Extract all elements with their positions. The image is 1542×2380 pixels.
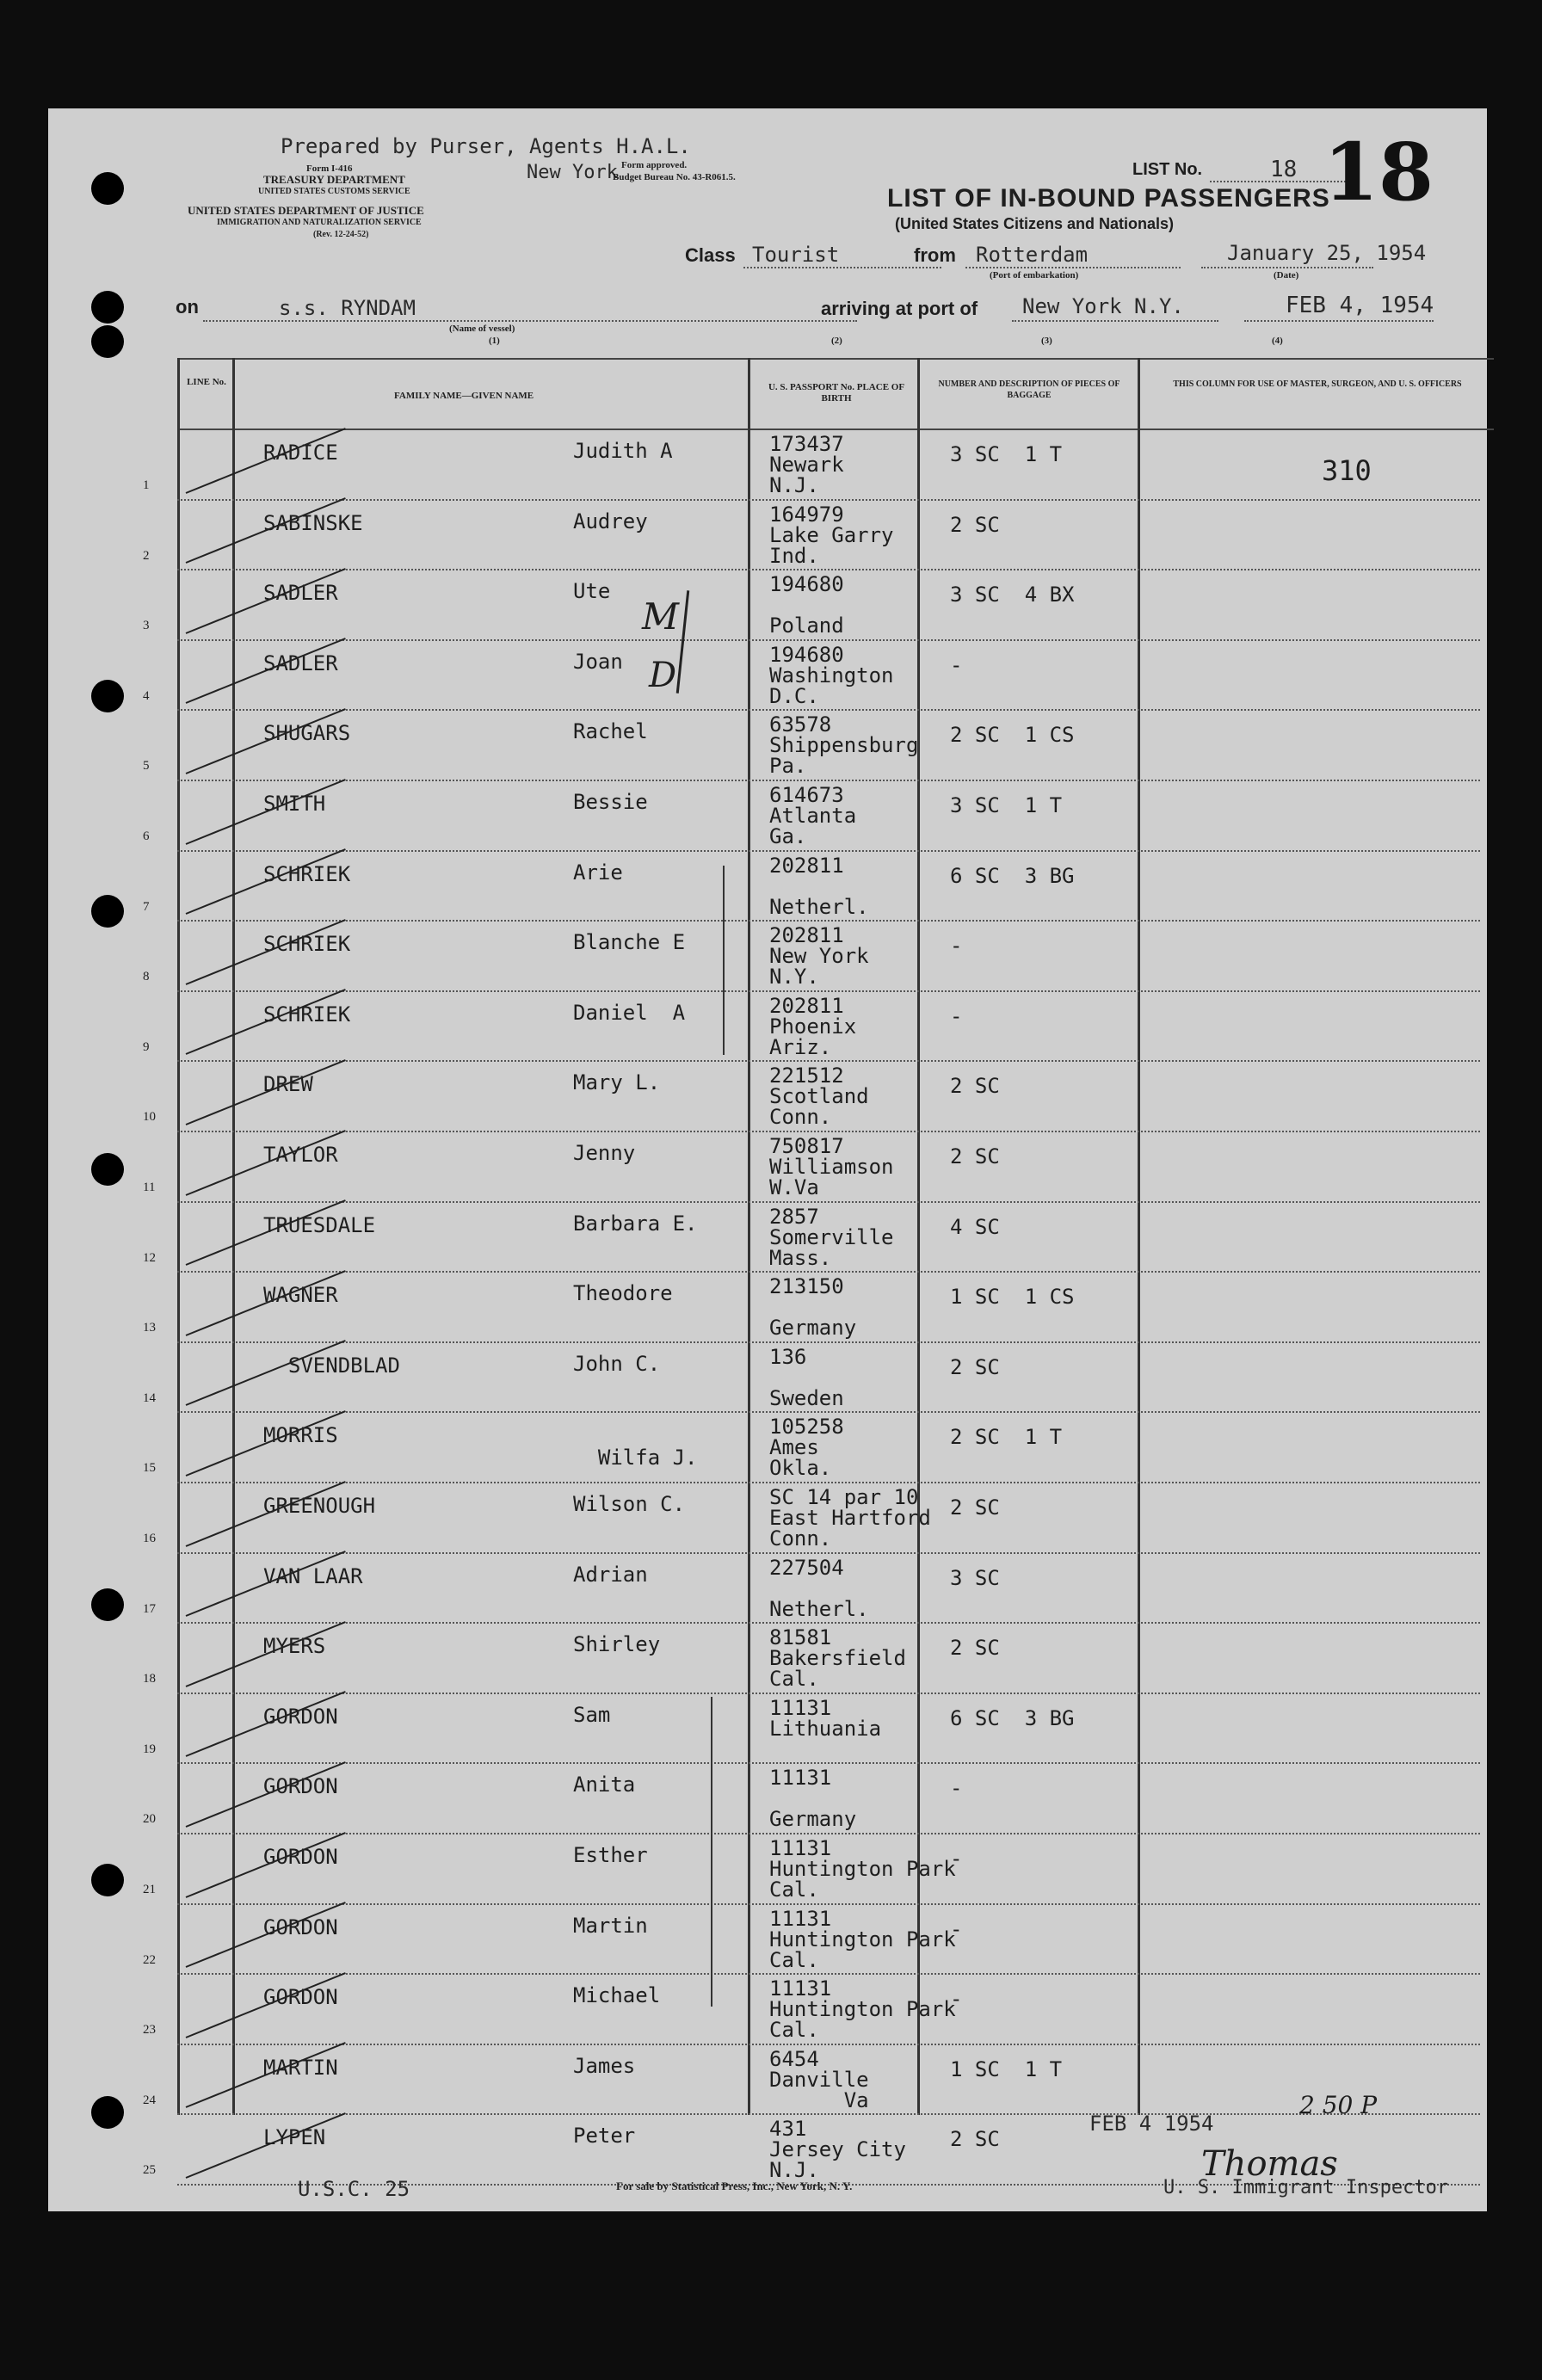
family-name: MYERS bbox=[263, 1634, 326, 1659]
given-name: James bbox=[573, 2053, 636, 2078]
col-head-name: FAMILY NAME—GIVEN NAME bbox=[394, 391, 534, 401]
table-row bbox=[48, 1273, 1487, 1343]
given-name: Rachel bbox=[573, 719, 648, 744]
given-name: Adrian bbox=[573, 1562, 648, 1587]
family-name: SMITH bbox=[263, 792, 326, 816]
date-value: January 25, 1954 bbox=[1227, 241, 1427, 265]
port-embarkation-caption: (Port of embarkation) bbox=[990, 270, 1079, 281]
baggage: 2 SC bbox=[950, 512, 1000, 537]
class-value: Tourist bbox=[752, 243, 840, 267]
baggage: 2 SC bbox=[950, 1636, 1000, 1661]
given-name: Sam bbox=[573, 1702, 611, 1727]
table-row bbox=[48, 1834, 1487, 1905]
table-row bbox=[48, 711, 1487, 781]
table-row bbox=[48, 501, 1487, 571]
line-number: 12 bbox=[143, 1250, 156, 1265]
baggage: 2 SC bbox=[950, 2127, 1000, 2152]
baggage: 6 SC 3 BG bbox=[950, 1705, 1075, 1730]
line-number: 15 bbox=[143, 1461, 156, 1476]
baggage: 2 SC bbox=[950, 1495, 1000, 1520]
date-line bbox=[1201, 267, 1373, 268]
col-head-officers: THIS COLUMN FOR USE OF MASTER, SURGEON, AND U. S. OFFICERS bbox=[1173, 379, 1462, 389]
table-row bbox=[48, 1694, 1487, 1765]
baggage: - bbox=[950, 1776, 963, 1801]
passport-birthplace: 202811 Phoenix Ariz. bbox=[769, 993, 857, 1059]
baggage: - bbox=[950, 1987, 963, 2012]
family-name: SHUGARS bbox=[263, 721, 351, 746]
baggage: - bbox=[950, 1003, 963, 1028]
from-label: from bbox=[914, 244, 956, 266]
table-row bbox=[48, 430, 1487, 501]
list-no-label: LIST No. bbox=[1132, 160, 1203, 179]
baggage: - bbox=[950, 1847, 963, 1871]
line-number: 11 bbox=[143, 1181, 156, 1194]
table-row bbox=[48, 1764, 1487, 1834]
family-name: LYPEN bbox=[263, 2125, 326, 2150]
customs-service: UNITED STATES CUSTOMS SERVICE bbox=[258, 187, 410, 196]
baggage: 2 SC bbox=[950, 1144, 1000, 1168]
list-no-stamp: 18 bbox=[1323, 126, 1434, 219]
given-name: Theodore bbox=[573, 1281, 673, 1306]
col4-caption: (4) bbox=[1272, 336, 1283, 346]
family-name: VAN LAAR bbox=[263, 1563, 363, 1588]
ins-service: IMMIGRATION AND NATURALIZATION SERVICE bbox=[217, 218, 422, 227]
col1-caption: (1) bbox=[489, 336, 500, 346]
passport-birthplace: 164979 Lake Garry Ind. bbox=[769, 502, 894, 568]
family-name: TRUESDALE bbox=[263, 1212, 376, 1237]
class-line bbox=[743, 267, 941, 268]
family-name: SCHRIEK bbox=[263, 861, 351, 886]
line-number: 24 bbox=[143, 2093, 156, 2107]
table-row bbox=[48, 1062, 1487, 1132]
vessel-line bbox=[203, 320, 857, 322]
line-number: 14 bbox=[143, 1390, 156, 1405]
given-name: Mary L. bbox=[573, 1070, 661, 1095]
passport-birthplace: 202811 New York N.Y. bbox=[769, 923, 869, 990]
line-number: 13 bbox=[143, 1321, 156, 1335]
passport-birthplace: 194680 Poland bbox=[769, 572, 844, 638]
passport-birthplace: 194680 Washington D.C. bbox=[769, 642, 894, 708]
arrival-date-line bbox=[1244, 320, 1434, 322]
family-name: SADLER bbox=[263, 650, 338, 675]
check-mark bbox=[186, 1059, 346, 1125]
given-name: Bessie bbox=[573, 790, 648, 814]
table-row bbox=[48, 1132, 1487, 1203]
manifest-page bbox=[48, 108, 1487, 2211]
table-row bbox=[48, 1483, 1487, 1554]
family-bracket-gordon bbox=[702, 1697, 712, 2007]
city-typed: New York bbox=[527, 162, 618, 183]
footer-printer: For sale by Statistical Press, Inc., New York, N. Y. bbox=[616, 2180, 853, 2192]
col-head-baggage: NUMBER AND DESCRIPTION OF PIECES OF BAGGAGE bbox=[938, 379, 1120, 400]
arriving-label: arriving at port of bbox=[821, 298, 978, 319]
baggage: - bbox=[950, 652, 963, 677]
given-name: Martin bbox=[573, 1913, 648, 1938]
vessel-value: s.s. RYNDAM bbox=[279, 296, 416, 320]
given-name: Audrey bbox=[573, 509, 648, 533]
passport-birthplace: 11131 Huntington Park Cal. bbox=[769, 1976, 956, 2043]
table-row bbox=[48, 2045, 1487, 2116]
table-row bbox=[48, 1203, 1487, 1273]
line-number: 16 bbox=[143, 1532, 156, 1545]
table-row bbox=[48, 1343, 1487, 1414]
line-number: 8 bbox=[143, 970, 150, 984]
punch-hole bbox=[91, 291, 124, 324]
from-value: Rotterdam bbox=[976, 243, 1089, 267]
punch-hole bbox=[91, 895, 124, 928]
prepared-by: Prepared by Purser, Agents H.A.L. bbox=[281, 134, 691, 158]
arrival-date: FEB 4, 1954 bbox=[1286, 293, 1434, 318]
form-approved: Form approved. bbox=[621, 160, 688, 170]
line-number: 18 bbox=[143, 1672, 156, 1686]
punch-hole bbox=[91, 2096, 124, 2129]
passport-birthplace: 6454 Danville Va bbox=[769, 2046, 869, 2112]
baggage: 2 SC bbox=[950, 1354, 1000, 1379]
table-top-rule bbox=[177, 358, 1494, 360]
family-name: SCHRIEK bbox=[263, 1002, 351, 1027]
from-line bbox=[965, 267, 1181, 268]
table-row bbox=[48, 992, 1487, 1063]
budget-bureau: Budget Bureau No. 43-R061.5. bbox=[613, 172, 736, 182]
on-label: on bbox=[176, 296, 199, 318]
family-name: WAGNER bbox=[263, 1283, 338, 1308]
form-revision: (Rev. 12-24-52) bbox=[313, 230, 369, 239]
baggage: 2 SC 1 T bbox=[950, 1425, 1063, 1450]
form-subtitle: (United States Citizens and Nationals) bbox=[895, 215, 1175, 232]
col3-caption: (3) bbox=[1041, 336, 1052, 346]
vessel-caption: (Name of vessel) bbox=[449, 324, 515, 334]
baggage: - bbox=[950, 1916, 963, 1941]
family-name: GORDON bbox=[263, 1704, 338, 1729]
given-name: John C. bbox=[573, 1351, 661, 1376]
handwritten-initials: 2 50 P bbox=[1299, 2091, 1378, 2119]
line-number: 6 bbox=[143, 829, 150, 843]
line-number: 21 bbox=[143, 1883, 156, 1896]
table-row bbox=[48, 1413, 1487, 1483]
family-name: GORDON bbox=[263, 1985, 338, 2010]
family-name: SCHRIEK bbox=[263, 932, 351, 957]
line-number: 7 bbox=[143, 899, 150, 914]
passport-birthplace: 63578 Shippensburg Pa. bbox=[769, 712, 919, 779]
inspector-signature: Thomas bbox=[1201, 2144, 1338, 2184]
passport-birthplace: 2857 Somerville Mass. bbox=[769, 1204, 894, 1270]
table-row bbox=[48, 781, 1487, 852]
family-name: GORDON bbox=[263, 1845, 338, 1869]
punch-hole bbox=[91, 1588, 124, 1621]
given-name: Shirley bbox=[573, 1632, 661, 1657]
line-number: 2 bbox=[143, 548, 150, 563]
given-name: Daniel A bbox=[573, 1000, 686, 1025]
baggage: 1 SC 1 CS bbox=[950, 1285, 1075, 1310]
family-name: TAYLOR bbox=[263, 1143, 338, 1167]
baggage: 3 SC 1 T bbox=[950, 442, 1063, 466]
passport-birthplace: 11131 Huntington Park Cal. bbox=[769, 1906, 956, 1972]
family-name: GORDON bbox=[263, 1914, 338, 1939]
baggage: 6 SC 3 BG bbox=[950, 863, 1075, 888]
baggage: 3 SC bbox=[950, 1565, 1000, 1590]
class-label: Class bbox=[685, 244, 736, 266]
form-number: Form I-416 bbox=[306, 163, 353, 174]
given-name: Barbara E. bbox=[573, 1211, 698, 1236]
form-title: LIST OF IN-BOUND PASSENGERS bbox=[887, 184, 1330, 213]
handwritten-m: M bbox=[642, 595, 680, 638]
table-row bbox=[48, 922, 1487, 992]
line-number: 20 bbox=[143, 1812, 156, 1827]
table-row bbox=[48, 570, 1487, 641]
line-number: 23 bbox=[143, 2023, 156, 2038]
passport-birthplace: 431 Jersey City N.J. bbox=[769, 2117, 906, 2183]
col2-caption: (2) bbox=[831, 336, 842, 346]
baggage: 4 SC bbox=[950, 1214, 1000, 1239]
dept-justice: UNITED STATES DEPARTMENT OF JUSTICE bbox=[188, 204, 424, 217]
family-name: MARTIN bbox=[263, 2055, 338, 2080]
punch-hole bbox=[91, 172, 124, 205]
table-row bbox=[48, 641, 1487, 712]
family-name: RADICE bbox=[263, 441, 338, 465]
table-row bbox=[48, 852, 1487, 922]
given-name: Anita bbox=[573, 1773, 636, 1797]
baggage: 3 SC 1 T bbox=[950, 793, 1063, 817]
line-number: 17 bbox=[143, 1601, 156, 1616]
passport-birthplace: 11131 Germany bbox=[769, 1766, 857, 1832]
footer-inspector: U. S. Immigrant Inspector bbox=[1163, 2177, 1449, 2198]
given-name: Ute bbox=[573, 579, 611, 604]
family-name: GORDON bbox=[263, 1774, 338, 1799]
line-number: 3 bbox=[143, 619, 150, 633]
line-number: 25 bbox=[143, 2163, 156, 2178]
passport-birthplace: 227504 Netherl. bbox=[769, 1555, 869, 1621]
line-number: 10 bbox=[143, 1110, 156, 1125]
line-number: 22 bbox=[143, 1952, 156, 1967]
passport-birthplace: 213150 Germany bbox=[769, 1274, 857, 1341]
line-number: 4 bbox=[143, 688, 150, 703]
passport-birthplace: 105258 Ames Okla. bbox=[769, 1415, 844, 1481]
passport-birthplace: 11131 Huntington Park Cal. bbox=[769, 1836, 956, 1902]
passport-birthplace: SC 14 par 10 East Hartford Conn. bbox=[769, 1485, 931, 1551]
passport-birthplace: 173437 Newark N.J. bbox=[769, 432, 844, 497]
arriving-line bbox=[1012, 320, 1218, 322]
table-row bbox=[48, 1624, 1487, 1694]
family-name: SADLER bbox=[263, 581, 338, 606]
arriving-value: New York N.Y. bbox=[1022, 294, 1184, 318]
passport-birthplace: 136 Sweden bbox=[769, 1344, 844, 1410]
punch-hole bbox=[91, 325, 124, 358]
baggage: 2 SC 1 CS bbox=[950, 723, 1075, 748]
family-name: MORRIS bbox=[263, 1423, 338, 1448]
baggage: 3 SC 4 BX bbox=[950, 583, 1075, 607]
footer-usc: U.S.C. 25 bbox=[298, 2177, 410, 2201]
punch-hole bbox=[91, 1153, 124, 1186]
line-number: 1 bbox=[143, 478, 150, 492]
table-row bbox=[48, 1554, 1487, 1625]
given-name: Judith A bbox=[573, 439, 673, 463]
list-no-value: 18 bbox=[1270, 157, 1298, 182]
given-name: Arie bbox=[573, 860, 623, 885]
punch-hole bbox=[91, 680, 124, 712]
treasury-dept: TREASURY DEPARTMENT bbox=[263, 173, 405, 186]
baggage: - bbox=[950, 934, 963, 959]
passport-birthplace: 750817 Williamson W.Va bbox=[769, 1134, 894, 1199]
baggage: 2 SC bbox=[950, 1074, 1000, 1099]
given-name: Jenny bbox=[573, 1141, 636, 1165]
given-name: Peter bbox=[573, 2124, 636, 2149]
passport-birthplace: 81581 Bakersfield Cal. bbox=[769, 1625, 906, 1692]
col-head-line-no: LINE No. bbox=[187, 377, 226, 387]
baggage: 1 SC 1 T bbox=[950, 2056, 1063, 2081]
given-name: Michael bbox=[573, 1983, 661, 2008]
date-caption: (Date) bbox=[1274, 270, 1299, 281]
given-name: Joan bbox=[573, 649, 623, 674]
family-name: GREENOUGH bbox=[263, 1494, 376, 1518]
line-number: 19 bbox=[143, 1742, 156, 1756]
col-head-passport: U. S. PASSPORT No. PLACE OF BIRTH bbox=[768, 382, 905, 404]
given-name: Esther bbox=[573, 1843, 648, 1867]
family-name: DREW bbox=[263, 1072, 313, 1097]
given-name: Wilson C. bbox=[573, 1492, 686, 1516]
family-name: SVENDBLAD bbox=[263, 1353, 400, 1378]
stamp-date: FEB 4 1954 bbox=[1089, 2112, 1214, 2136]
passport-birthplace: 202811 Netherl. bbox=[769, 853, 869, 919]
officer-notes: 310 bbox=[1322, 454, 1372, 487]
line-number: 9 bbox=[143, 1039, 150, 1054]
family-bracket-schriek bbox=[712, 866, 725, 1055]
passport-birthplace: 221512 Scotland Conn. bbox=[769, 1064, 869, 1130]
punch-hole bbox=[91, 1864, 124, 1896]
family-name: SABINSKE bbox=[263, 510, 363, 535]
given-name: Wilfa J. bbox=[597, 1446, 698, 1471]
given-name: Blanche E bbox=[573, 930, 686, 955]
table-row bbox=[48, 1905, 1487, 1976]
line-number: 5 bbox=[143, 759, 150, 774]
passport-birthplace: 11131 Lithuania bbox=[769, 1695, 882, 1741]
table-row bbox=[48, 1975, 1487, 2045]
passport-birthplace: 614673 Atlanta Ga. bbox=[769, 783, 857, 848]
handwritten-d: D bbox=[649, 656, 677, 695]
